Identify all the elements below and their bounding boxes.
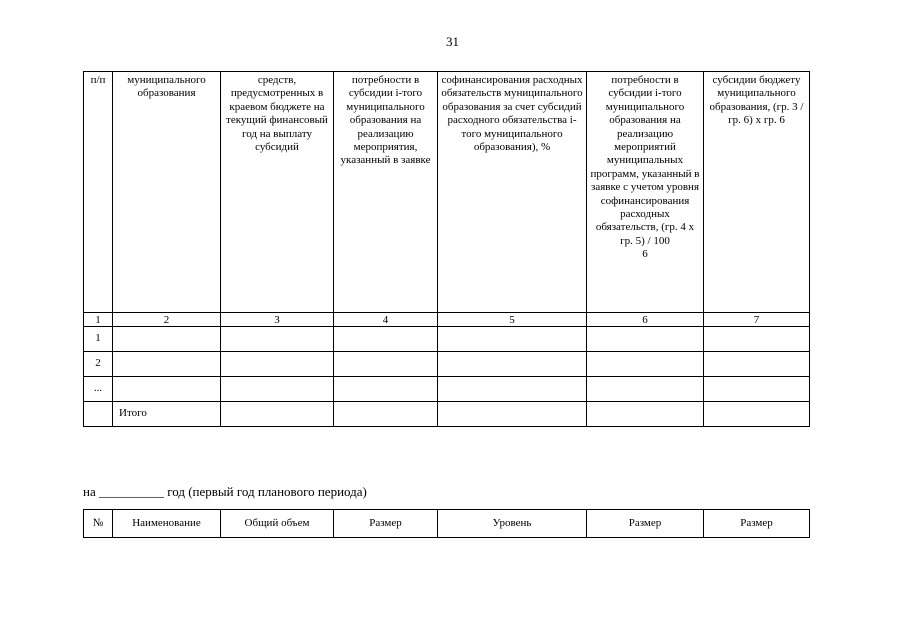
table-row [84, 377, 810, 402]
table-cell [438, 352, 587, 377]
header-cell: потребности в субсидии i-того муниципального образования на реализацию мероприятия, указанный в заявке [334, 72, 438, 313]
row-name [113, 327, 221, 352]
page-number: 31 [446, 34, 459, 49]
table-cell [704, 402, 810, 427]
column-number: 2 [113, 313, 221, 327]
table-cell [704, 352, 810, 377]
planning-period-table [83, 509, 810, 538]
column-number: 1 [84, 313, 113, 327]
table-cell [438, 402, 587, 427]
row-name [113, 352, 221, 377]
row-number: ... [84, 377, 113, 402]
header-cell: Размер [704, 510, 810, 538]
header-cell-text: потребности в субсидии i-того муниципального образования на реализацию мероприятий муниципальных программ, указанный в заявке с учетом уровня софинансирования расходных обязательств, (гр. 4 х гр. 5) / 100 [590, 74, 700, 247]
table-cell [334, 402, 438, 427]
table-cell [334, 327, 438, 352]
column-number: 3 [221, 313, 334, 327]
table-cell [587, 352, 704, 377]
header-cell: п/п [84, 72, 113, 313]
table-cell [334, 352, 438, 377]
section-caption: на __________ год (первый год планового периода) [83, 484, 367, 499]
subsidy-table [83, 71, 810, 427]
column-number-row [84, 313, 810, 327]
column-number: 5 [438, 313, 587, 327]
column-number: 7 [704, 313, 810, 327]
total-row [84, 402, 810, 427]
table-cell [334, 377, 438, 402]
table-header-row [84, 72, 810, 313]
header-cell: муниципального образования [113, 72, 221, 313]
header-cell: Размер [334, 510, 438, 538]
table-cell [587, 402, 704, 427]
column-number: 6 [587, 313, 704, 327]
header-cell: Общий объем [221, 510, 334, 538]
table-cell [221, 327, 334, 352]
header-cell: субсидии бюджету муниципального образования, (гр. 3 / гр. 6) х гр. 6 [704, 72, 810, 313]
row-number [84, 402, 113, 427]
header-cell: софинансирования расходных обязательств муниципального образования за счет субсидий расходного обязательства i-того муниципального образования), % [438, 72, 587, 313]
column-number: 4 [334, 313, 438, 327]
table-cell [438, 377, 587, 402]
header-cell-overflow: 6 [642, 248, 648, 261]
row-name: Итого [113, 402, 221, 427]
header-cell: Размер [587, 510, 704, 538]
table-cell [587, 377, 704, 402]
table-cell [221, 352, 334, 377]
row-number: 2 [84, 352, 113, 377]
header-cell: Уровень [438, 510, 587, 538]
table-cell [221, 402, 334, 427]
table-cell [587, 327, 704, 352]
row-number: 1 [84, 327, 113, 352]
header-cell: средств, предусмотренных в краевом бюджете на текущий финансовый год на выплату субсидий [221, 72, 334, 313]
table-cell [704, 327, 810, 352]
header-cell: Наименование [113, 510, 221, 538]
header-cell [587, 72, 704, 313]
table-row [84, 352, 810, 377]
table-cell [704, 377, 810, 402]
table-row [84, 327, 810, 352]
header-cell: № [84, 510, 113, 538]
table-cell [221, 377, 334, 402]
row-name [113, 377, 221, 402]
table-cell [438, 327, 587, 352]
table-header-row [84, 510, 810, 538]
